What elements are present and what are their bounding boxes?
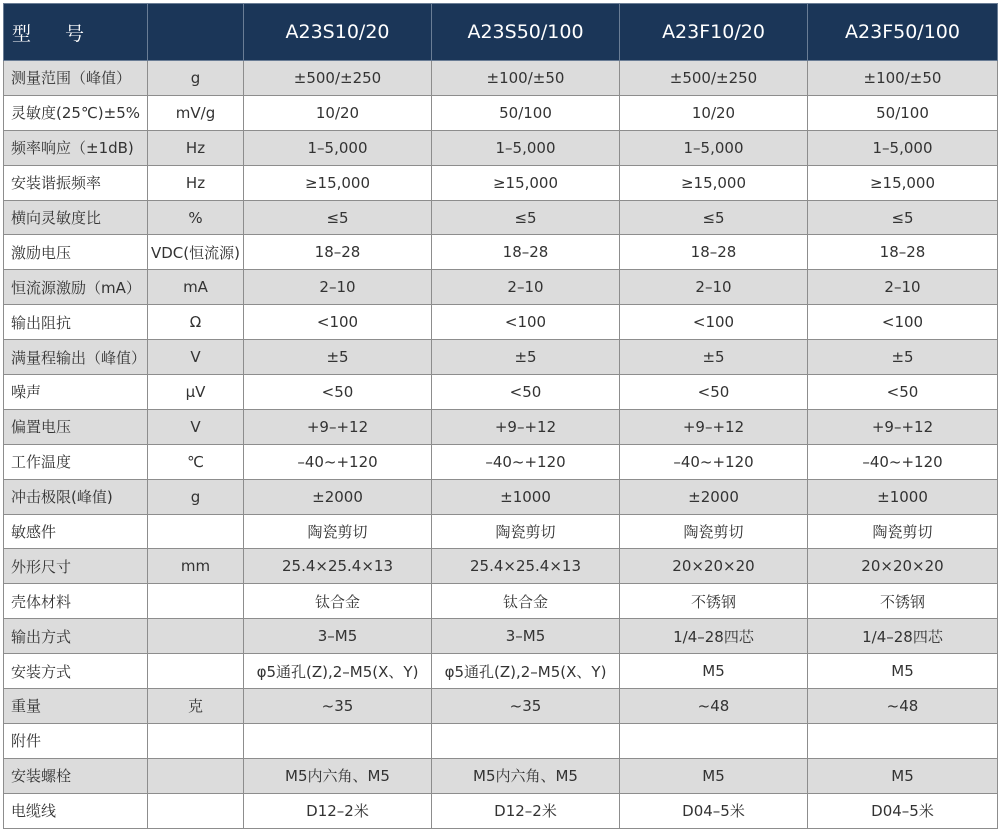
spec-label: 安装谐振频率 [4,165,148,200]
spec-label: 安装螺栓 [4,758,148,793]
table-row [4,95,998,130]
spec-unit [148,758,244,793]
table-row [4,200,998,235]
spec-unit [148,793,244,828]
spec-value: 1–5,000 [808,130,998,165]
spec-value: ≥15,000 [620,165,808,200]
spec-value: 3–M5 [432,619,620,654]
spec-value: D12–2米 [244,793,432,828]
table-row [4,130,998,165]
spec-unit: 克 [148,689,244,724]
spec-label: 激励电压 [4,235,148,270]
spec-value: 50/100 [808,95,998,130]
spec-label: 电缆线 [4,793,148,828]
spec-body [4,61,998,829]
spec-value: 陶瓷剪切 [244,514,432,549]
spec-unit: mV/g [148,95,244,130]
spec-unit: mA [148,270,244,305]
spec-value: ~35 [432,689,620,724]
spec-value: 钛合金 [244,584,432,619]
table-row [4,514,998,549]
spec-value: M5内六角、M5 [244,758,432,793]
spec-value: 18–28 [620,235,808,270]
spec-value: ≤5 [432,200,620,235]
spec-value: ≤5 [620,200,808,235]
spec-unit: Hz [148,130,244,165]
spec-label: 输出阻抗 [4,305,148,340]
spec-value: M5 [620,758,808,793]
spec-value: 钛合金 [432,584,620,619]
model-a23f10-20: A23F10/20 [620,4,808,61]
spec-value: 1–5,000 [244,130,432,165]
spec-value: +9–+12 [620,409,808,444]
table-row [4,654,998,689]
spec-value: –40~+120 [244,444,432,479]
spec-table [3,3,998,829]
spec-value: ≤5 [244,200,432,235]
spec-label: 灵敏度(25℃)±5% [4,95,148,130]
spec-value: <50 [432,375,620,410]
spec-value: 50/100 [432,95,620,130]
spec-unit: V [148,340,244,375]
table-row [4,584,998,619]
spec-value: 2–10 [808,270,998,305]
unit-header [148,4,244,61]
spec-value: ±2000 [620,479,808,514]
spec-value: ~35 [244,689,432,724]
spec-value: –40~+120 [620,444,808,479]
spec-value [432,723,620,758]
spec-value: 陶瓷剪切 [620,514,808,549]
spec-value: ≥15,000 [432,165,620,200]
spec-value: ±1000 [808,479,998,514]
table-row [4,793,998,828]
model-a23s10-20: A23S10/20 [244,4,432,61]
spec-unit: μV [148,375,244,410]
table-row [4,375,998,410]
spec-value: ±2000 [244,479,432,514]
model-header [4,4,148,61]
spec-value: M5内六角、M5 [432,758,620,793]
spec-value: 20×20×20 [620,549,808,584]
spec-value: 陶瓷剪切 [432,514,620,549]
spec-value: ±5 [432,340,620,375]
spec-value: <50 [620,375,808,410]
header-row [4,4,998,61]
spec-value: 1/4–28四芯 [808,619,998,654]
spec-value: D04–5米 [808,793,998,828]
spec-unit [148,619,244,654]
spec-label: 偏置电压 [4,409,148,444]
spec-label: 横向灵敏度比 [4,200,148,235]
table-row [4,619,998,654]
spec-value: ±500/±250 [244,61,432,96]
table-row [4,479,998,514]
spec-unit: g [148,61,244,96]
spec-unit: % [148,200,244,235]
spec-unit: VDC(恒流源) [148,235,244,270]
spec-label: 输出方式 [4,619,148,654]
spec-value: M5 [808,654,998,689]
spec-value: D12–2米 [432,793,620,828]
spec-value: ~48 [808,689,998,724]
model-header-char1: 型 [12,22,32,45]
spec-value: 不锈钢 [808,584,998,619]
spec-value: 陶瓷剪切 [808,514,998,549]
spec-value: +9–+12 [244,409,432,444]
spec-value: M5 [808,758,998,793]
table-row [4,340,998,375]
spec-value: ≥15,000 [244,165,432,200]
spec-value: –40~+120 [432,444,620,479]
spec-value [808,723,998,758]
spec-label: 满量程输出（峰值） [4,340,148,375]
spec-unit [148,514,244,549]
model-a23s50-100: A23S50/100 [432,4,620,61]
spec-value: 18–28 [244,235,432,270]
spec-value: 2–10 [432,270,620,305]
spec-label: 恒流源激励（mA） [4,270,148,305]
spec-label: 外形尺寸 [4,549,148,584]
spec-value: <50 [808,375,998,410]
spec-unit: Hz [148,165,244,200]
spec-value: φ5通孔(Z),2–M5(X、Y) [432,654,620,689]
spec-value [620,723,808,758]
spec-value: ≥15,000 [808,165,998,200]
spec-label: 重量 [4,689,148,724]
table-row [4,235,998,270]
spec-value: 不锈钢 [620,584,808,619]
spec-label: 安装方式 [4,654,148,689]
model-header-char2: 号 [65,22,85,45]
spec-value: 10/20 [620,95,808,130]
spec-value: ±500/±250 [620,61,808,96]
spec-unit: g [148,479,244,514]
spec-label: 频率响应（±1dB) [4,130,148,165]
spec-value: 3–M5 [244,619,432,654]
table-row [4,444,998,479]
spec-value: <100 [808,305,998,340]
spec-value: ~48 [620,689,808,724]
spec-value: 18–28 [808,235,998,270]
spec-value: +9–+12 [432,409,620,444]
spec-value: D04–5米 [620,793,808,828]
spec-value: ≤5 [808,200,998,235]
spec-label: 噪声 [4,375,148,410]
spec-value: 2–10 [244,270,432,305]
spec-value: <50 [244,375,432,410]
table-row [4,61,998,96]
table-row [4,689,998,724]
spec-value: φ5通孔(Z),2–M5(X、Y) [244,654,432,689]
spec-value: 1–5,000 [620,130,808,165]
spec-label: 测量范围（峰值） [4,61,148,96]
spec-unit: Ω [148,305,244,340]
table-row [4,758,998,793]
model-a23f50-100: A23F50/100 [808,4,998,61]
spec-value: 18–28 [432,235,620,270]
spec-value: 2–10 [620,270,808,305]
spec-value: +9–+12 [808,409,998,444]
spec-value: ±5 [244,340,432,375]
spec-value: 10/20 [244,95,432,130]
spec-value [244,723,432,758]
table-row [4,549,998,584]
spec-unit [148,654,244,689]
spec-value: <100 [432,305,620,340]
spec-value: ±100/±50 [432,61,620,96]
spec-unit [148,723,244,758]
spec-value: 1/4–28四芯 [620,619,808,654]
spec-value: 20×20×20 [808,549,998,584]
table-row [4,305,998,340]
spec-value: M5 [620,654,808,689]
spec-value: 25.4×25.4×13 [432,549,620,584]
spec-unit: mm [148,549,244,584]
spec-value: ±5 [808,340,998,375]
spec-label: 附件 [4,723,148,758]
spec-unit: ℃ [148,444,244,479]
spec-value: ±5 [620,340,808,375]
spec-label: 工作温度 [4,444,148,479]
spec-value: ±1000 [432,479,620,514]
spec-unit: V [148,409,244,444]
spec-label: 冲击极限(峰值) [4,479,148,514]
spec-value: –40~+120 [808,444,998,479]
spec-label: 壳体材料 [4,584,148,619]
spec-value: <100 [244,305,432,340]
table-row [4,270,998,305]
spec-value: <100 [620,305,808,340]
spec-unit [148,584,244,619]
table-row [4,409,998,444]
spec-value: 1–5,000 [432,130,620,165]
table-row [4,165,998,200]
spec-label: 敏感件 [4,514,148,549]
table-row [4,723,998,758]
spec-value: ±100/±50 [808,61,998,96]
spec-value: 25.4×25.4×13 [244,549,432,584]
